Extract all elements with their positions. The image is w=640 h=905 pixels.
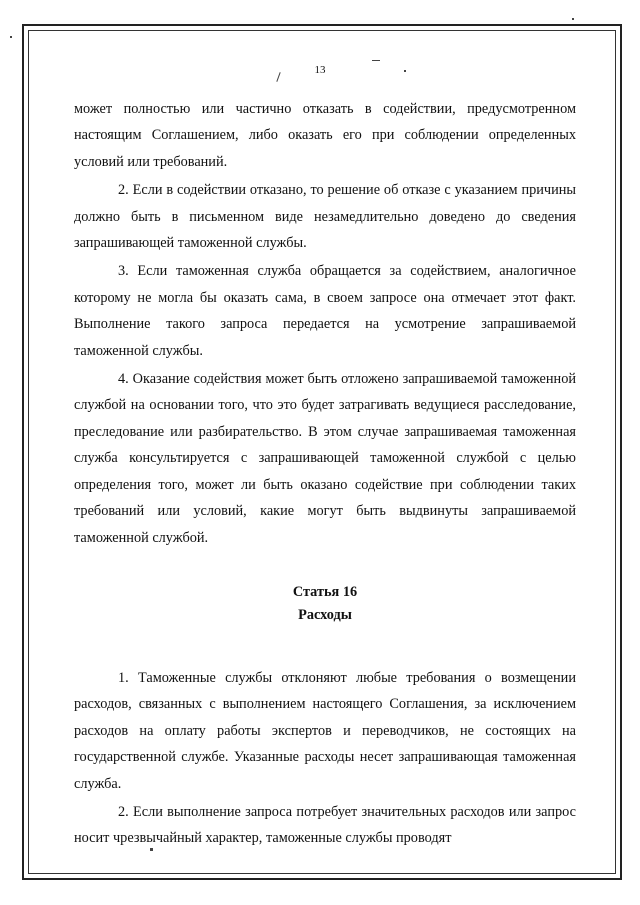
paragraph: 2. Если выполнение запроса потребует значительных расходов или запрос носит чрезвычайный характер, таможенные службы проводят (74, 803, 576, 847)
scan-speck (372, 60, 380, 61)
paragraph: 4. Оказание содействия может быть отложено запрашиваемой таможенной службой на основании того, что это будет затрагивать ведущиеся расследование, преследование или разбирательство. В этом случае запрашиваемая таможенная служба консультируется с запрашивающей таможенной службой с целью определения того, может ли быть оказано содействие при соблюдении таких требований или условий, какие могут быть выдвинуты запрашиваемой таможенной службой. (74, 371, 576, 546)
paragraph: 3. Если таможенная служба обращается за содействием, аналогичное которому не могла бы оказать сама, в своем запросе она отмечает этот факт. Выполнение такого запроса передается на усмотрение запрашиваемой таможенной службы. (74, 263, 576, 359)
paragraph: 2. Если в содействии отказано, то решение об отказе с указанием причины должно быть в письменном виде незамедлительно доведено до сведения запрашивающей таможенной службы. (74, 182, 576, 252)
article-number: Статья 16 (292, 583, 358, 600)
document-body (74, 96, 576, 854)
paragraph: 1. Таможенные службы отклоняют любые требования о возмещении расходов, связанных с выполнением настоящего Соглашения, за исключением расходов на оплату работы экспертов и переводчиков, не состоящих на государственной службе. Указанные расходы несет запрашивающая таможенная служба. (74, 669, 576, 792)
page-number: 13 (314, 64, 326, 76)
article-title: Расходы (298, 606, 352, 623)
scan-speck (10, 36, 12, 38)
paragraph-continuation: может полностью или частично отказать в содействии, предусмотренном настоящим Соглашением, либо оказать его при соблюдении определенных условий или требований. (74, 101, 576, 170)
scan-speck (572, 18, 574, 20)
article-heading-block (74, 581, 576, 627)
